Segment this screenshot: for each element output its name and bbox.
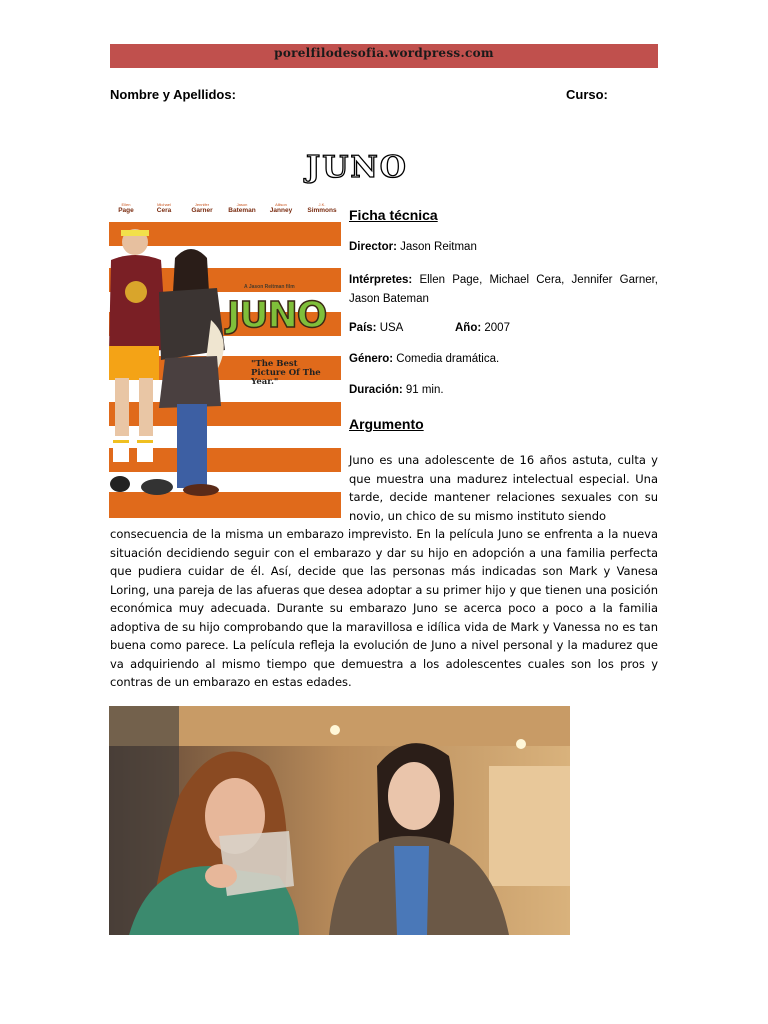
movie-still-illustration xyxy=(109,706,570,935)
poster-figures xyxy=(109,200,341,518)
argumento-text-full: consecuencia de la misma un embarazo imprevisto. En la película Juno se enfrenta a la nueva situación decidiendo seguir con el embarazo y dar su hijo en adopción a una familia perfecta que pudiera cuidar de él. Así, decide que las personas más indicadas son Mark y Vanesa Loring, una pareja de las afueras que desea adoptar a su primer hijo y que tienen una posición económica muy adecuada. Durante su embarazo Juno se acerca poco a poco a la familia adoptiva de su hijo comprobando que la maravillosa e idílica vida de Mark y Vanessa no es tan buena como parece. La película refleja la evolución de Juno a nivel personal y la madurez que va adquiriendo al mismo tiempo que demuestra a los adolescentes cuales son los pros y contras de un embarazo en estas edades. xyxy=(110,527,658,689)
interpretes-value: Ellen Page, Michael Cera, Jennifer Garner, Jason Bateman xyxy=(349,274,658,305)
pais-value: USA xyxy=(376,322,404,334)
argumento-heading: Argumento xyxy=(349,416,424,432)
pais-label: País: xyxy=(349,322,377,334)
ficha-heading: Ficha técnica xyxy=(349,207,438,223)
credit-first: Michael xyxy=(157,202,171,207)
course-field-label: Curso: xyxy=(566,87,608,102)
credit-last: Janney xyxy=(269,207,293,214)
duracion-label: Duración: xyxy=(349,384,403,396)
argumento-text-wrap: Juno es una adolescente de 16 años astuta, culta y que muestra una madurez intelectual especial. Una tarde, decide mantener relaciones sexuales con su novio, un chico de su mismo instituto siendo xyxy=(349,453,658,523)
credit-first: Jennifer xyxy=(194,202,210,207)
anio-value: 2007 xyxy=(481,322,510,334)
poster-logo: JUNO xyxy=(227,295,327,336)
duracion-value: 91 min. xyxy=(402,384,444,396)
genero-line xyxy=(349,353,499,365)
director-line xyxy=(349,241,477,253)
credit-first: Jason xyxy=(236,202,248,207)
interpretes-line xyxy=(349,271,658,308)
credit-first: J.K. xyxy=(318,202,326,207)
credit-last: Simmons xyxy=(307,207,337,214)
pais-line xyxy=(349,322,403,334)
banner-text: porelfilodesofia.wordpress.com xyxy=(274,46,494,60)
genero-label: Género: xyxy=(349,353,394,365)
anio-line xyxy=(455,322,510,334)
director-value: Jason Reitman xyxy=(396,241,477,253)
poster-byline: A Jason Reitman film xyxy=(244,284,295,290)
director-label: Director: xyxy=(349,241,397,253)
genero-value: Comedia dramática. xyxy=(393,353,500,365)
credit-last: Cera xyxy=(156,207,172,214)
header-banner xyxy=(110,44,658,68)
credit-last: Bateman xyxy=(228,207,256,214)
movie-poster xyxy=(109,200,341,518)
movie-still-photo xyxy=(109,706,570,935)
duracion-line xyxy=(349,384,444,396)
poster-quote: "The Best Picture Of The Year." xyxy=(251,359,321,387)
name-field-label: Nombre y Apellidos: xyxy=(110,87,236,102)
credit-last: Garner xyxy=(191,207,213,214)
page-title: JUNO xyxy=(306,150,408,185)
anio-label: Año: xyxy=(455,322,482,334)
credit-first: Ellen xyxy=(121,202,131,207)
credit-last: Page xyxy=(118,207,134,214)
credit-first: Allison xyxy=(275,202,287,207)
interpretes-label: Intérpretes: xyxy=(349,274,413,286)
